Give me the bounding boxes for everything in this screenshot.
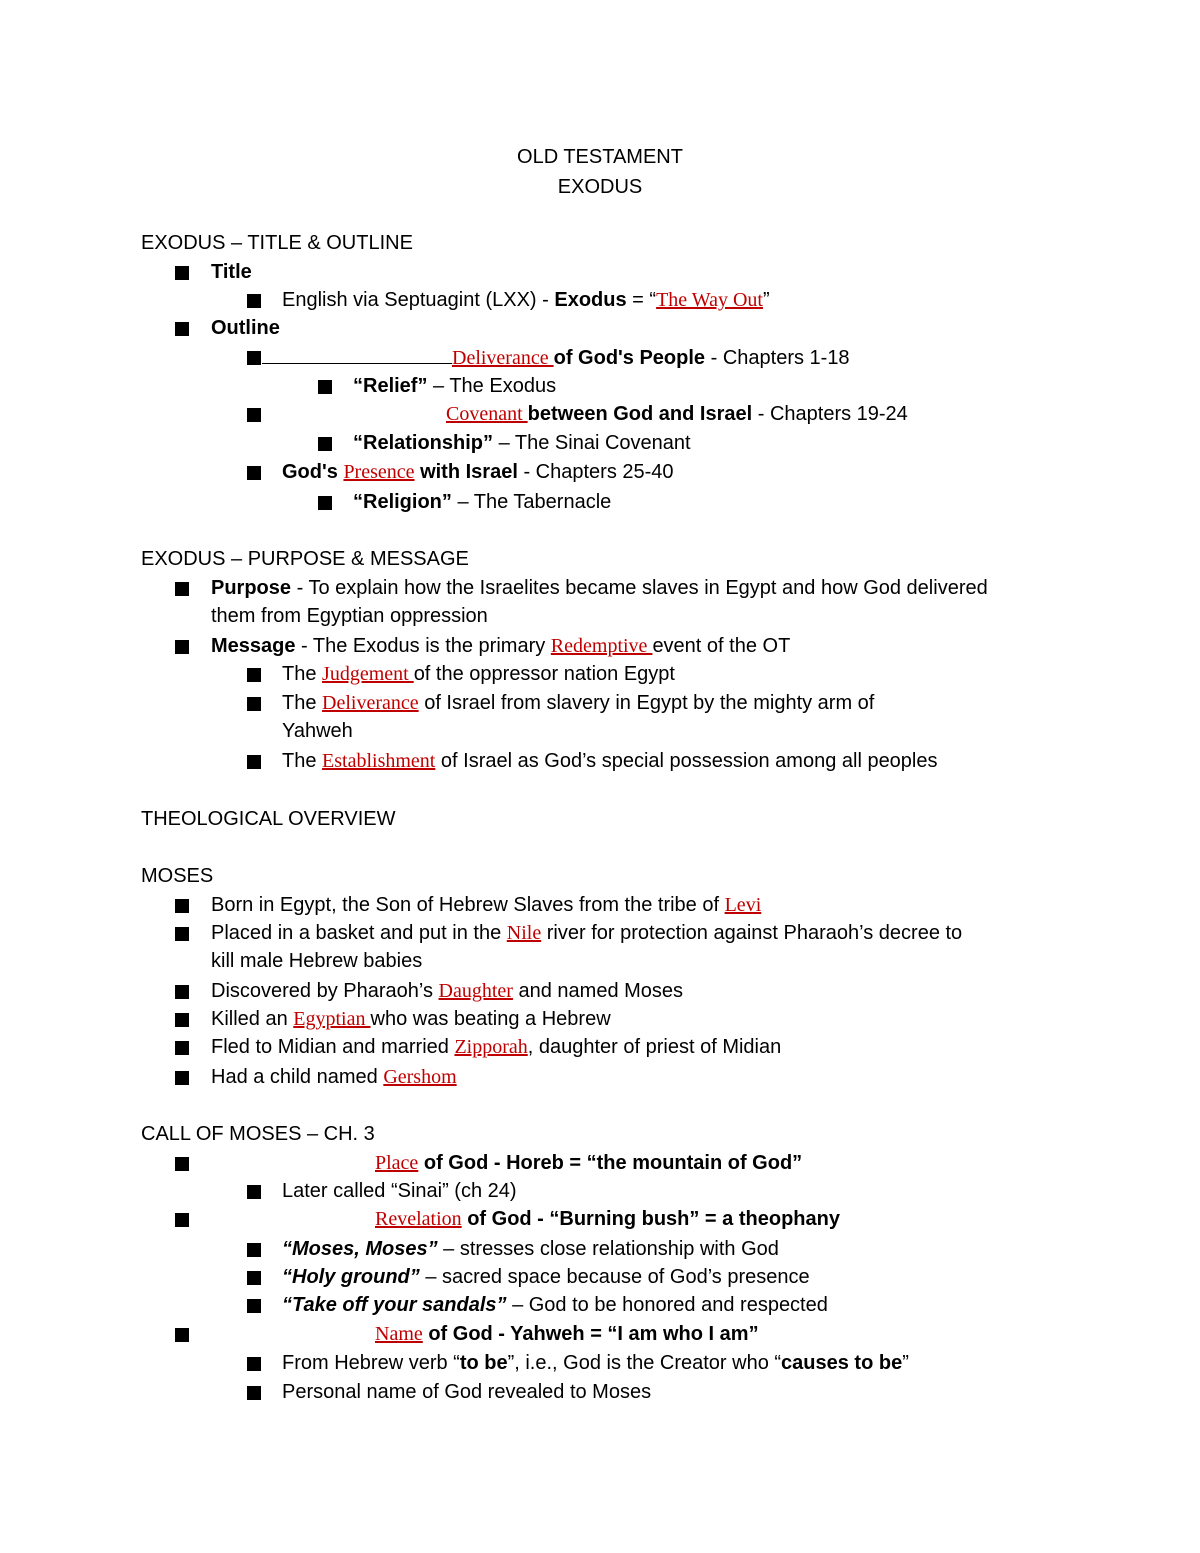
moses-item-zipporah: Fled to Midian and married Zipporah, daughter of priest of Midian <box>211 1036 782 1058</box>
section-heading-theological: THEOLOGICAL OVERVIEW <box>141 808 396 830</box>
fill-in-blank <box>262 343 452 364</box>
square-bullet-icon <box>247 466 261 480</box>
square-bullet-icon <box>175 985 189 999</box>
square-bullet-icon <box>175 927 189 941</box>
call-item-place: Place of God - Horeb = “the mountain of God” <box>375 1152 803 1174</box>
square-bullet-icon <box>247 1243 261 1257</box>
square-bullet-icon <box>175 1071 189 1085</box>
square-bullet-icon <box>175 582 189 596</box>
message-deliverance: The Deliverance of Israel from slavery in Egypt by the mighty arm of <box>282 692 875 714</box>
call-sub-sinai: Later called “Sinai” (ch 24) <box>282 1180 517 1202</box>
square-bullet-icon <box>175 266 189 280</box>
moses-item-egyptian: Killed an Egyptian who was beating a Hebrew <box>211 1008 611 1030</box>
moses-item-born: Born in Egypt, the Son of Hebrew Slaves from the tribe of Levi <box>211 894 762 916</box>
square-bullet-icon <box>247 1386 261 1400</box>
moses-item-nile-line-2: kill male Hebrew babies <box>211 950 423 972</box>
call-sub-holy-ground: “Holy ground” – sacred space because of God’s presence <box>282 1266 810 1288</box>
outline-label: Outline <box>211 317 280 339</box>
square-bullet-icon <box>247 1271 261 1285</box>
call-item-revelation: Revelation of God - “Burning bush” = a theophany <box>375 1208 840 1230</box>
outline-item-presence: God's Presence with Israel - Chapters 25-40 <box>282 461 674 483</box>
call-sub-personal-name: Personal name of God revealed to Moses <box>282 1381 652 1403</box>
square-bullet-icon <box>175 1013 189 1027</box>
square-bullet-icon <box>318 437 332 451</box>
purpose-line: Purpose - To explain how the Israelites became slaves in Egypt and how God delivered <box>211 577 988 599</box>
square-bullet-icon <box>247 668 261 682</box>
message-establishment: The Establishment of Israel as God’s special possession among all peoples <box>282 750 938 772</box>
message-deliverance-line-2: Yahweh <box>282 720 353 742</box>
call-sub-sandals: “Take off your sandals” – God to be honored and respected <box>282 1294 828 1316</box>
square-bullet-icon <box>247 1185 261 1199</box>
section-heading-title-outline: EXODUS – TITLE & OUTLINE <box>141 232 413 254</box>
outline-sub-relationship: “Relationship” – The Sinai Covenant <box>353 432 691 454</box>
square-bullet-icon <box>175 322 189 336</box>
square-bullet-icon <box>175 1041 189 1055</box>
square-bullet-icon <box>175 1213 189 1227</box>
moses-item-nile: Placed in a basket and put in the Nile river for protection against Pharaoh’s decree to <box>211 922 963 944</box>
moses-item-daughter: Discovered by Pharaoh’s Daughter and named Moses <box>211 980 684 1002</box>
document-title: OLD TESTAMENT <box>517 146 683 168</box>
square-bullet-icon <box>247 408 261 422</box>
section-heading-purpose: EXODUS – PURPOSE & MESSAGE <box>141 548 469 570</box>
square-bullet-icon <box>175 1328 189 1342</box>
outline-item-covenant: Covenant between God and Israel - Chapters 19-24 <box>446 403 908 425</box>
square-bullet-icon <box>247 755 261 769</box>
outline-sub-relief: “Relief” – The Exodus <box>353 375 557 397</box>
title-label: Title <box>211 261 252 283</box>
outline-sub-religion: “Religion” – The Tabernacle <box>353 491 612 513</box>
square-bullet-icon <box>175 640 189 654</box>
section-heading-call: CALL OF MOSES – CH. 3 <box>141 1123 375 1145</box>
call-sub-to-be: From Hebrew verb “to be”, i.e., God is the Creator who “causes to be” <box>282 1352 909 1374</box>
square-bullet-icon <box>318 380 332 394</box>
section-heading-moses: MOSES <box>141 865 214 887</box>
square-bullet-icon <box>247 351 261 365</box>
document-subtitle: EXODUS <box>557 176 643 198</box>
moses-item-gershom: Had a child named Gershom <box>211 1066 457 1088</box>
english-line: English via Septuagint (LXX) - Exodus = “The Way Out” <box>282 289 770 311</box>
message-judgement: The Judgement of the oppressor nation Egypt <box>282 663 675 685</box>
square-bullet-icon <box>175 899 189 913</box>
square-bullet-icon <box>247 1357 261 1371</box>
square-bullet-icon <box>247 1299 261 1313</box>
square-bullet-icon <box>247 697 261 711</box>
square-bullet-icon <box>175 1157 189 1171</box>
call-sub-moses-moses: “Moses, Moses” – stresses close relationship with God <box>282 1238 779 1260</box>
square-bullet-icon <box>318 496 332 510</box>
square-bullet-icon <box>247 294 261 308</box>
call-item-name: Name of God - Yahweh = “I am who I am” <box>375 1323 759 1345</box>
purpose-line-2: them from Egyptian oppression <box>211 605 488 627</box>
message-line: Message - The Exodus is the primary Redemptive event of the OT <box>211 635 791 657</box>
outline-item-deliverance: Deliverance of God's People - Chapters 1-18 <box>262 343 850 372</box>
